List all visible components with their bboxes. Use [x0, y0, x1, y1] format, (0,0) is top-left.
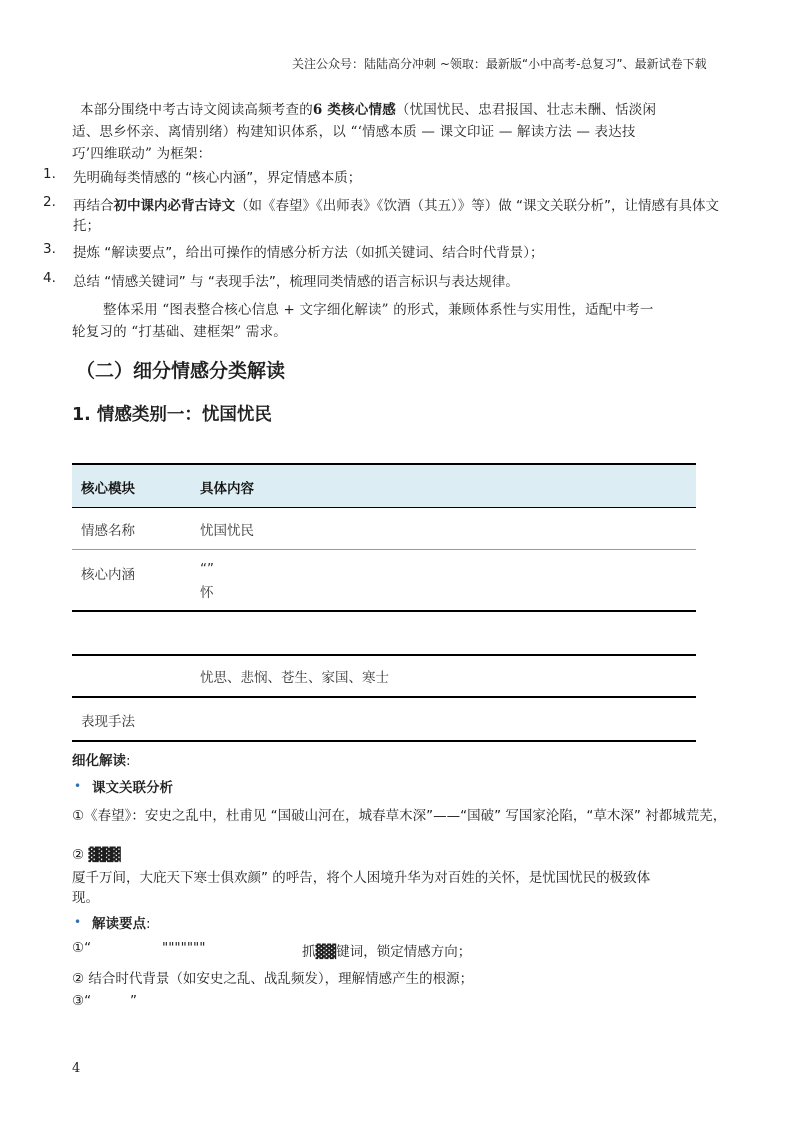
intro-line-1	[80, 98, 656, 118]
list-item-2-post: （如《春望》《出师表》《饮酒（其五）》等）做 “课文关联分析”，让情感有具体文	[235, 198, 720, 214]
detail-title-colon: :	[126, 753, 131, 769]
table-row-rule-3	[72, 654, 696, 656]
bullet-2-title-row	[92, 912, 151, 932]
bullet-1-title: 课文关联分析	[92, 780, 173, 796]
intro-line-2: 适、思乡怀亲、离情别绪）构建知识体系，以 “‘情感本质 — 课文印证 — 解读方法 — 表达技	[72, 124, 636, 140]
point-3-end: ”	[130, 993, 137, 1009]
table-row-rule-4	[72, 696, 696, 698]
list-item-4-text: 总结 “情感关键词” 与 “表现手法”，梳理同类情感的语言标识与表达规律。	[73, 274, 519, 290]
analysis-item-2	[72, 847, 118, 863]
table-bottom-rule	[72, 740, 696, 742]
detail-title-text: 细化解读	[72, 753, 126, 769]
list-item-2-continuation: 托；	[73, 218, 100, 234]
table-row-2-label: 核心内涵	[81, 567, 135, 583]
list-item-4-number: 4.	[43, 270, 56, 286]
table-row-2-value-line-1: “”	[200, 561, 214, 577]
list-item-2-pre: 再结合	[73, 198, 114, 214]
intro-line-1-post: （忧国忧民、忠君报国、壮志未酬、恬淡闲	[395, 102, 657, 118]
table-row-2-value-line-2: 怀	[200, 585, 214, 601]
table-row-5-label: 表现手法	[81, 714, 135, 730]
bullet-2-colon: :	[146, 916, 151, 932]
list-item-2-number: 2.	[43, 194, 56, 210]
bullet-2-title: 解读要点	[92, 916, 146, 932]
page-header: 关注公众号：陆陆高分冲刺 ~领取：最新版“小中高考-总复习”、最新试卷下载	[292, 57, 707, 71]
bullet-dot-2: •	[74, 915, 82, 929]
bullet-dot-1: •	[74, 779, 82, 793]
intro-line-3: 巧’四维联动” 为框架：	[72, 146, 212, 162]
analysis-item-1: ①《春望》：安史之乱中，杜甫见 “国破山河在，城春草木深”——“国破” 写国家沦陷，“草木深” 衬都城荒芜，	[72, 808, 727, 824]
analysis-item-2-garbled: ▓▓▓▓	[88, 847, 118, 863]
table-row-1-label: 情感名称	[81, 523, 135, 539]
point-1-end: 抓▓▓键词，锁定情感方向；	[302, 944, 472, 960]
list-item-1-number: 1.	[43, 166, 56, 182]
point-1-quotes: """""""	[162, 940, 206, 956]
table-header-rule	[72, 507, 696, 508]
page-number: 4	[72, 1061, 81, 1076]
table-header-content: 具体内容	[200, 481, 254, 497]
table-header-background	[72, 465, 696, 507]
analysis-item-2-line-2: 厦千万间，大庇天下寒士俱欢颜” 的呼告，将个人困境升华为对百姓的关怀，是忧国忧民的极致体	[72, 870, 651, 886]
table-top-rule	[72, 463, 696, 465]
table-row-rule-2	[72, 610, 696, 612]
list-item-3-number: 3.	[43, 241, 56, 257]
point-2: ② 结合时代背景（如安史之乱、战乱频发），理解情感产生的根源；	[72, 971, 474, 987]
table-row-4-value: 忧思、悲悯、苍生、家国、寒士	[200, 670, 389, 686]
table-header-module: 核心模块	[81, 481, 135, 497]
detail-title	[72, 749, 131, 769]
list-item-2-bold: 初中课内必背古诗文	[113, 198, 235, 214]
subsection-title: 1. 情感类别一：忧国忧民	[72, 405, 272, 425]
intro-line-1-pre: 本部分围绕中考古诗文阅读高频考查的	[80, 102, 313, 118]
intro-line-1-bold: 6 类核心情感	[312, 102, 396, 118]
analysis-item-2-line-3: 现。	[72, 890, 99, 906]
summary-line-1: 整体采用 “图表整合核心信息 + 文字细化解读” 的形式，兼顾体系性与实用性，适配中考一	[103, 302, 654, 318]
point-3-start: ③“	[72, 993, 92, 1009]
summary-line-2: 轮复习的 “打基础、建框架” 需求。	[72, 324, 287, 340]
section-title: （二）细分情感分类解读	[76, 360, 286, 382]
list-item-3-text: 提炼 “解读要点”，给出可操作的情感分析方法（如抓关键词、结合时代背景）；	[73, 245, 544, 261]
point-1-start: ①“	[72, 940, 92, 956]
table-row-1-value: 忧国忧民	[200, 523, 254, 539]
list-item-1-text: 先明确每类情感的 “核心内涵”，界定情感本质；	[73, 170, 362, 186]
list-item-2-text	[73, 194, 719, 214]
analysis-item-2-number: ②	[72, 847, 85, 863]
table-row-rule-1	[72, 549, 696, 550]
